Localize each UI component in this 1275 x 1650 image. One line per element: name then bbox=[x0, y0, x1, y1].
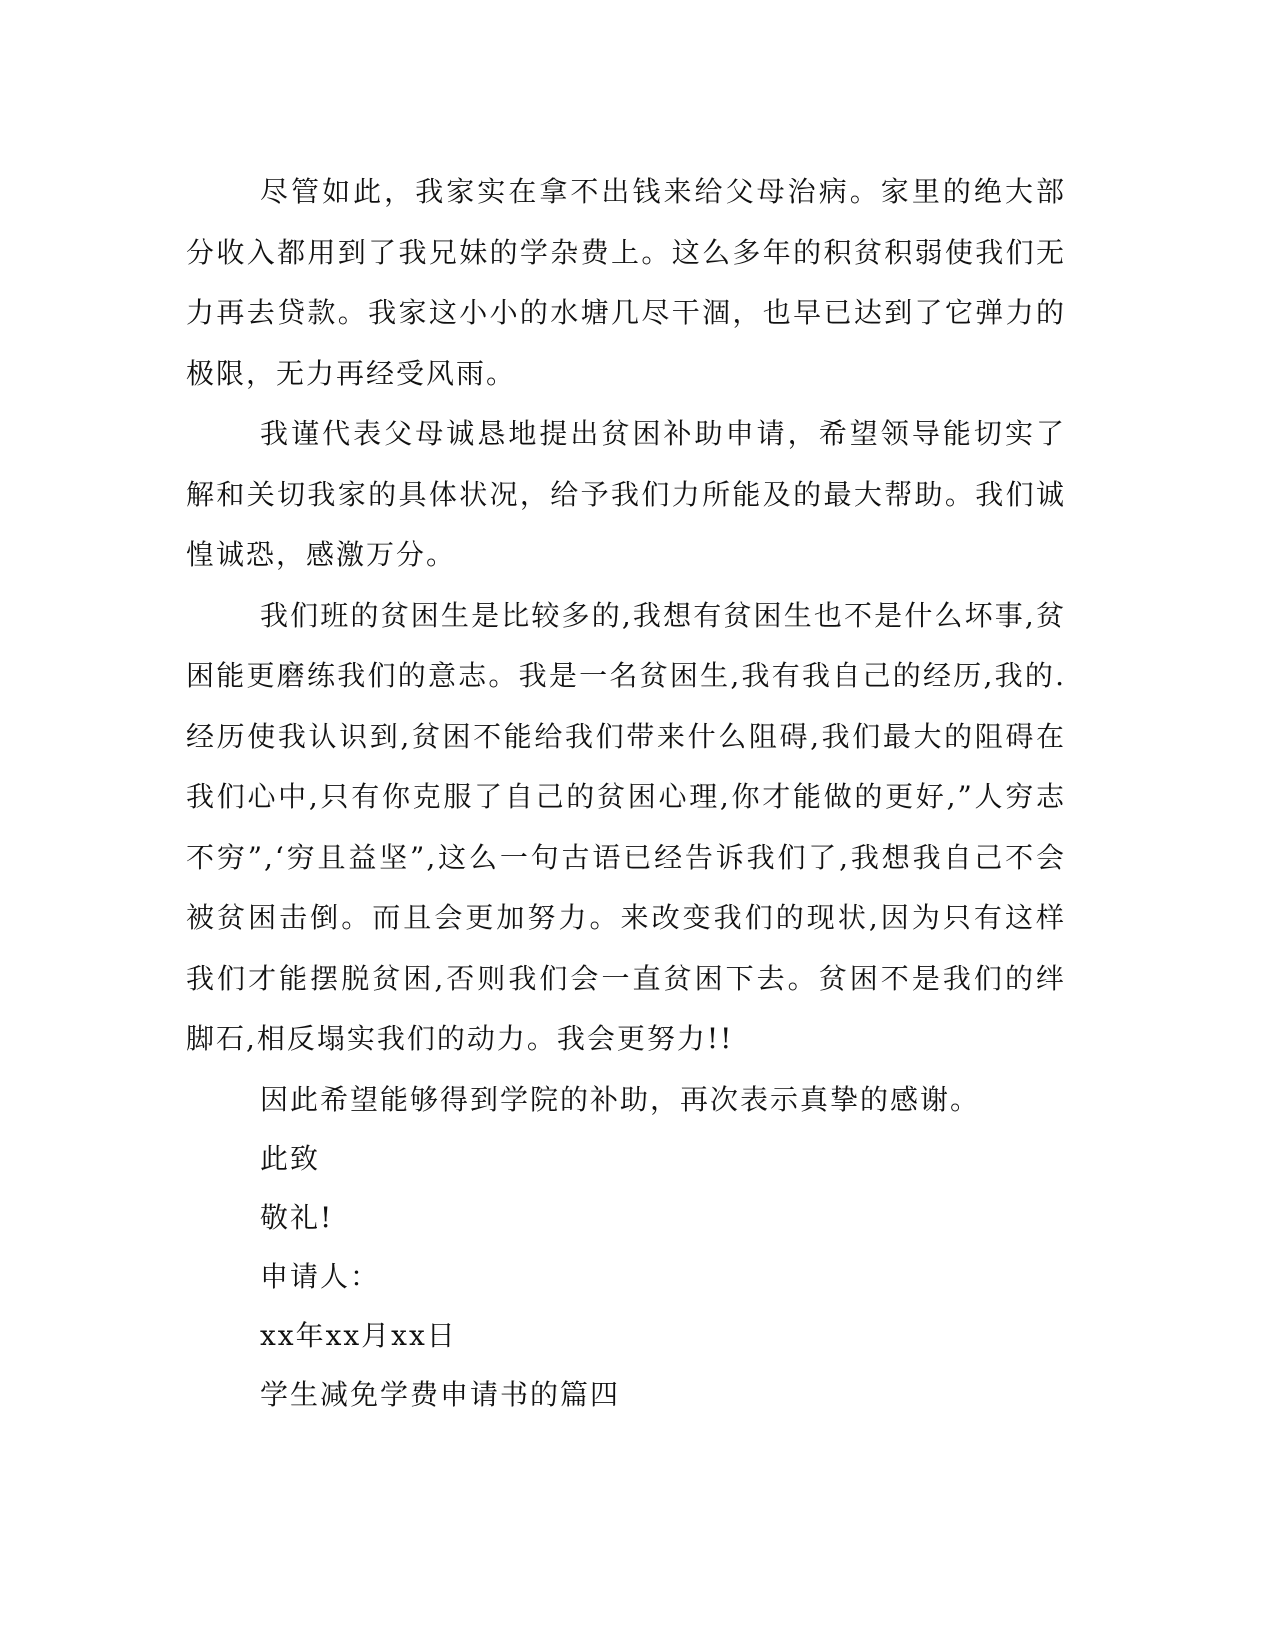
paragraph-poverty-reflection: 我们班的贫困生是比较多的,我想有贫困生也不是什么坏事,贫困能更磨练我们的意志。我是一名贫困生,我有我自己的经历,我的.经历使我认识到,贫困不能给我们带来什么阻碍,我们最大的阻碍在我们心中,只有你克服了自己的贫困心理,你才能做的更好,”人穷志不穷”,‘穷且益坚”,这么一句古语已经告诉我们了,我想我自己不会被贫困击倒。而且会更加努力。来改变我们的现状,因为只有这样我们才能摆脱贫困,否则我们会一直贫困下去。贫困不是我们的绊脚石,相反塌实我们的动力。我会更努力!! bbox=[186, 598, 1066, 1055]
date-line: xx年xx月xx日 bbox=[260, 1318, 457, 1352]
salutation-ci-zhi: 此致 bbox=[260, 1141, 321, 1175]
next-section-heading: 学生减免学费申请书的篇四 bbox=[260, 1377, 621, 1411]
paragraph-financial-hardship: 尽管如此，我家实在拿不出钱来给父母治病。家里的绝大部分收入都用到了我兄妹的学杂费上。这么多年的积贫积弱使我们无力再去贷款。我家这小小的水塘几尽干涸，也早已达到了它弹力的极限，无力再经受风雨。 bbox=[186, 175, 1066, 390]
document-body bbox=[186, 162, 1066, 1424]
applicant-label: 申请人： bbox=[260, 1259, 381, 1293]
paragraph-aid-request: 我谨代表父母诚恳地提出贫困补助申请，希望领导能切实了解和关切我家的具体状况，给予我们力所能及的最大帮助。我们诚惶诚恐，感激万分。 bbox=[186, 417, 1066, 571]
closing-line: 因此希望能够得到学院的补助，再次表示真挚的感谢。 bbox=[260, 1082, 981, 1116]
salutation-jing-li: 敬礼! bbox=[260, 1200, 334, 1234]
